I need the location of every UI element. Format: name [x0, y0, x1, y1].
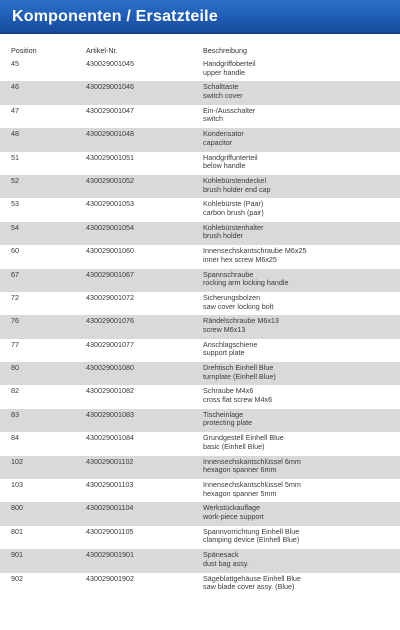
cell-article-number: 430029001054 — [86, 222, 134, 232]
cell-description — [203, 575, 400, 596]
cell-article-number: 430029001045 — [86, 59, 134, 68]
description-german: Grundgestell Einhell Blue — [203, 433, 284, 443]
table-header — [0, 43, 400, 58]
cell-article-number: 430029001053 — [86, 199, 134, 209]
cell-description — [203, 317, 400, 338]
cell-description — [203, 200, 400, 221]
cell-position: 72 — [11, 292, 19, 302]
description-english: upper handle — [203, 67, 245, 77]
cell-article-number: 430029001104 — [86, 503, 134, 513]
cell-description — [203, 434, 400, 455]
description-english: clamping device (Einhell Blue) — [203, 535, 300, 545]
description-english: brush holder end cap — [203, 184, 271, 194]
description-english: dust bag assy. — [203, 558, 249, 568]
cell-position: 80 — [11, 363, 19, 373]
description-english: work-piece support — [203, 512, 264, 522]
cell-position: 53 — [11, 199, 19, 209]
cell-description — [203, 83, 400, 104]
cell-position: 800 — [11, 503, 23, 513]
column-header-position: Position — [11, 46, 37, 55]
description-english: carbon brush (pair) — [203, 207, 264, 217]
description-german: Tischeinlage — [203, 409, 244, 419]
cell-position: 76 — [11, 316, 19, 326]
cell-article-number: 430029001082 — [86, 386, 134, 396]
cell-position: 801 — [11, 526, 23, 536]
table-row — [0, 456, 400, 479]
cell-position: 902 — [11, 573, 23, 583]
cell-position: 54 — [11, 222, 19, 232]
description-german: Werkstückauflage — [203, 503, 260, 513]
table-row — [0, 502, 400, 525]
description-german: Kohlebürste (Paar) — [203, 199, 264, 209]
cell-position: 47 — [11, 105, 19, 115]
description-english: hexagon spanner 6mm — [203, 465, 277, 475]
description-english: screw M6x13 — [203, 324, 246, 334]
cell-article-number: 430029001080 — [86, 363, 134, 373]
cell-position: 45 — [11, 59, 19, 68]
cell-article-number: 430029001103 — [86, 480, 134, 490]
cell-article-number: 430029001046 — [86, 82, 134, 92]
cell-article-number: 430029001083 — [86, 409, 134, 419]
cell-description — [203, 177, 400, 198]
table-row — [0, 362, 400, 385]
table-row — [0, 315, 400, 338]
description-german: Spannschraube — [203, 269, 254, 279]
cell-description — [203, 60, 400, 81]
cell-description — [203, 247, 400, 268]
cell-description — [203, 271, 400, 292]
cell-position: 103 — [11, 480, 23, 490]
cell-article-number: 430029001052 — [86, 175, 134, 185]
description-german: Handgriffoberteil — [203, 59, 256, 68]
description-english: inner hex screw M6x25 — [203, 254, 277, 264]
table-body — [0, 58, 400, 596]
table-row — [0, 128, 400, 151]
cell-description — [203, 387, 400, 408]
description-german: Schalttaste — [203, 82, 239, 92]
cell-article-number: 430029001048 — [86, 129, 134, 139]
cell-article-number: 430029001060 — [86, 246, 134, 256]
table-row — [0, 292, 400, 315]
description-english: hexagon spanner 5mm — [203, 488, 277, 498]
cell-article-number: 430029001067 — [86, 269, 134, 279]
cell-article-number: 430029001072 — [86, 292, 134, 302]
cell-article-number: 430029001901 — [86, 550, 134, 560]
cell-description — [203, 411, 400, 432]
description-german: Innensechskantschlüssel 6mm — [203, 456, 301, 466]
page-header — [0, 0, 400, 34]
cell-position: 102 — [11, 456, 23, 466]
description-english: rocking arm locking handle — [203, 278, 289, 288]
description-german: Innensechskantschlüssel 5mm — [203, 480, 301, 490]
cell-article-number: 430029001047 — [86, 105, 134, 115]
description-german: Sägeblattgehäuse Einhell Blue — [203, 573, 301, 583]
description-english: support plate — [203, 348, 245, 358]
description-german: Innensechskantschraube M6x25 — [203, 246, 307, 256]
table-row — [0, 573, 400, 596]
description-german: Handgriffunterteil — [203, 152, 258, 162]
description-english: switch — [203, 114, 223, 124]
table-row — [0, 385, 400, 408]
description-german: Drehtisch Einhell Blue — [203, 363, 274, 373]
cell-description — [203, 294, 400, 315]
cell-description — [203, 504, 400, 525]
cell-description — [203, 154, 400, 175]
cell-article-number: 430029001077 — [86, 339, 134, 349]
cell-position: 82 — [11, 386, 19, 396]
description-english: turnplate (Einhell Blue) — [203, 371, 276, 381]
cell-position: 60 — [11, 246, 19, 256]
cell-description — [203, 224, 400, 245]
table-row — [0, 105, 400, 128]
description-english: cross flat screw M4x6 — [203, 395, 273, 405]
description-german: Spänesack — [203, 550, 239, 560]
table-row — [0, 549, 400, 572]
cell-article-number: 430029001102 — [86, 456, 134, 466]
table-row — [0, 175, 400, 198]
cell-article-number: 430029001084 — [86, 433, 134, 443]
table-row — [0, 222, 400, 245]
page-title: Komponenten / Ersatzteile — [12, 8, 218, 25]
description-english: saw cover locking bolt — [203, 301, 274, 311]
description-german: Spannvorrichtung Einhell Blue — [203, 526, 300, 536]
cell-position: 48 — [11, 129, 19, 139]
description-english: below handle — [203, 161, 246, 171]
cell-description — [203, 107, 400, 128]
description-english: saw blade cover assy. (Blue) — [203, 582, 295, 592]
table-row — [0, 269, 400, 292]
cell-position: 77 — [11, 339, 19, 349]
table-row — [0, 245, 400, 268]
cell-description — [203, 551, 400, 572]
description-german: Kohlebürstendeckel — [203, 175, 267, 185]
description-english: brush holder — [203, 231, 243, 241]
cell-description — [203, 341, 400, 362]
cell-position: 84 — [11, 433, 19, 443]
table-row — [0, 479, 400, 502]
cell-description — [203, 481, 400, 502]
column-header-description: Beschreibung — [203, 46, 247, 55]
description-german: Kohlebürstenhalter — [203, 222, 264, 232]
cell-position: 901 — [11, 550, 23, 560]
description-german: Sicherungsbolzen — [203, 292, 261, 302]
table-row — [0, 152, 400, 175]
table-row — [0, 198, 400, 221]
description-english: capacitor — [203, 137, 233, 147]
cell-article-number: 430029001076 — [86, 316, 134, 326]
cell-description — [203, 458, 400, 479]
table-row — [0, 432, 400, 455]
description-english: basic (Einhell Blue) — [203, 441, 265, 451]
cell-position: 83 — [11, 409, 19, 419]
parts-table — [0, 43, 400, 596]
column-header-article: Artikel-Nr. — [86, 46, 118, 55]
cell-article-number: 430029001902 — [86, 573, 134, 583]
table-row — [0, 409, 400, 432]
cell-article-number: 430029001051 — [86, 152, 134, 162]
cell-position: 46 — [11, 82, 19, 92]
cell-article-number: 430029001105 — [86, 526, 134, 536]
description-german: Ein-/Ausschalter — [203, 105, 256, 115]
cell-description — [203, 130, 400, 151]
description-german: Kondensator — [203, 129, 244, 139]
cell-description — [203, 528, 400, 549]
cell-position: 52 — [11, 175, 19, 185]
description-german: Rändelschraube M6x13 — [203, 316, 279, 326]
table-row — [0, 339, 400, 362]
description-english: protecting plate — [203, 418, 253, 428]
description-german: Schraube M4x6 — [203, 386, 254, 396]
cell-description — [203, 364, 400, 385]
table-row — [0, 526, 400, 549]
table-row — [0, 58, 400, 81]
cell-position: 67 — [11, 269, 19, 279]
table-row — [0, 81, 400, 104]
description-english: switch cover — [203, 90, 243, 100]
description-german: Anschlagschiene — [203, 339, 258, 349]
cell-position: 51 — [11, 152, 19, 162]
